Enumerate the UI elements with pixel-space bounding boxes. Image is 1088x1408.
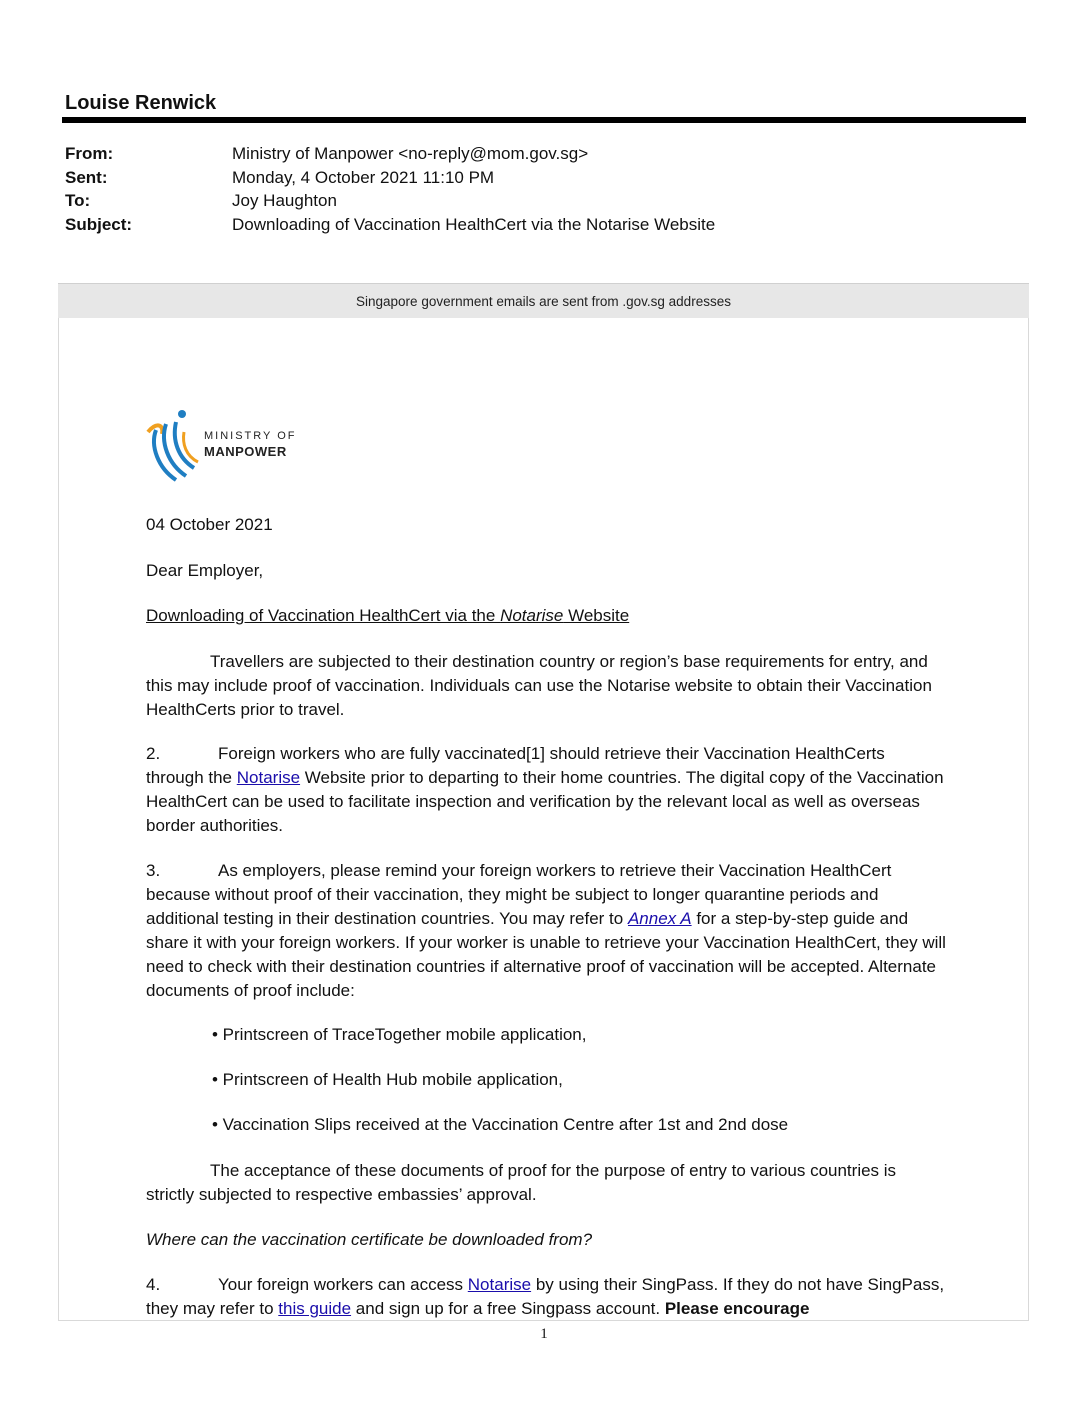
paragraph-3-text-b: for a step-by-step guide and share it with your foreign workers. If your worker is unable to retrieve your Vaccination HealthCert, they will need to check with their destination countries if alternative proof of vaccination will be accepted. Alternate documents of proof include: bbox=[146, 909, 946, 1000]
mom-logo bbox=[142, 402, 312, 492]
mom-logo-icon bbox=[142, 402, 204, 492]
annex-a-link[interactable]: Annex A bbox=[627, 909, 692, 928]
sent-label: Sent: bbox=[65, 168, 108, 187]
letter-title bbox=[146, 604, 946, 628]
subject-value: Downloading of Vaccination HealthCert via the Notarise Website bbox=[232, 215, 716, 234]
paragraph-2-number: 2. bbox=[146, 744, 161, 763]
paragraph-2 bbox=[146, 742, 946, 838]
paragraph-1 bbox=[146, 650, 946, 722]
paragraph-4-text-a: Your foreign workers can access bbox=[218, 1275, 468, 1294]
title-part-1: Downloading of Vaccination HealthCert via the bbox=[146, 606, 501, 625]
sent-value: Monday, 4 October 2021 11:10 PM bbox=[232, 168, 495, 187]
gov-email-banner: Singapore government emails are sent from .gov.sg addresses bbox=[58, 283, 1029, 318]
letter-date: 04 October 2021 bbox=[146, 515, 273, 534]
subject-label: Subject: bbox=[65, 215, 133, 234]
title-part-2: Notarise bbox=[500, 606, 564, 625]
from-value: Ministry of Manpower <no-reply@mom.gov.sg> bbox=[232, 144, 589, 163]
to-label: To: bbox=[65, 191, 91, 210]
notarise-link-2[interactable]: Notarise bbox=[467, 1275, 532, 1294]
letter-salutation: Dear Employer, bbox=[146, 561, 264, 580]
list-item: • Vaccination Slips received at the Vaccination Centre after 1st and 2nd dose bbox=[212, 1115, 789, 1134]
to-value: Joy Haughton bbox=[232, 191, 337, 210]
paragraph-acceptance-text: The acceptance of these documents of proof for the purpose of entry to various countries is strictly subjected to respective embassies’ approval. bbox=[146, 1161, 897, 1204]
section-question: Where can the vaccination certificate be downloaded from? bbox=[146, 1230, 593, 1249]
paragraph-4-text-c: and sign up for a free Singpass account. bbox=[351, 1299, 665, 1318]
list-item: • Printscreen of TraceTogether mobile application, bbox=[212, 1025, 587, 1044]
notarise-link[interactable]: Notarise bbox=[236, 768, 301, 787]
logo-line2: MANPOWER bbox=[204, 444, 287, 459]
paragraph-2-text-b: Website prior to departing to their home countries. The digital copy of the Vaccination HealthCert can be used to facilitate inspection and verification by the relevant local as well as overseas border authorities. bbox=[146, 768, 944, 835]
paragraph-3-number: 3. bbox=[146, 861, 161, 880]
paragraph-1-text: Travellers are subjected to their destination country or region’s base requirements for entry, and this may include proof of vaccination. Individuals can use the Notarise website to obtain their Vaccination HealthCerts prior to travel. bbox=[146, 652, 932, 719]
paragraph-4-text-b: by using their SingPass. If they do not have SingPass, they may refer to bbox=[146, 1275, 945, 1318]
paragraph-2-text-a: Foreign workers who are fully vaccinated[1] should retrieve their Vaccination HealthCerts through the bbox=[146, 744, 885, 787]
paragraph-3-text-a: As employers, please remind your foreign workers to retrieve their Vaccination HealthCert because without proof of their vaccination, they might be subject to longer quarantine periods and additional testing in their destination countries. You may refer to bbox=[146, 861, 892, 928]
from-label: From: bbox=[65, 144, 114, 163]
logo-line1: MINISTRY OF bbox=[204, 430, 297, 442]
paragraph-4 bbox=[146, 1273, 946, 1321]
title-part-3: Website bbox=[563, 606, 630, 625]
mailbox-owner-name: Louise Renwick bbox=[65, 92, 217, 114]
paragraph-3 bbox=[146, 859, 946, 1003]
this-guide-link[interactable]: this guide bbox=[278, 1299, 352, 1318]
paragraph-4-bold: Please encourage bbox=[664, 1299, 810, 1318]
page-number: 1 bbox=[540, 1326, 548, 1342]
paragraph-4-number: 4. bbox=[146, 1275, 161, 1294]
list-item: • Printscreen of Health Hub mobile application, bbox=[212, 1070, 563, 1089]
paragraph-acceptance bbox=[146, 1159, 946, 1207]
header-divider bbox=[62, 117, 1026, 123]
